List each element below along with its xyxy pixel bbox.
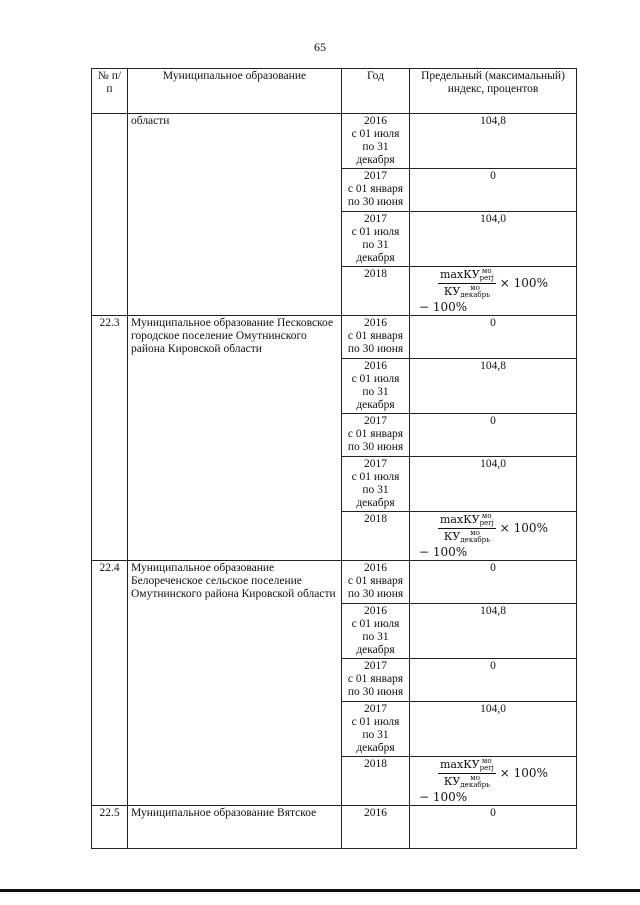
formula-expression (413, 758, 573, 789)
formula-den-sup: мо (470, 774, 480, 782)
index-value: 104,8 (410, 604, 577, 659)
formula-den-base: КУ (443, 530, 461, 543)
formula-num-sub: perj (479, 764, 494, 772)
year-value: 2018 (364, 513, 387, 525)
year-value: 2016 (364, 115, 387, 127)
year-cell (342, 359, 410, 414)
formula-den-indices (460, 775, 490, 789)
period-value: с 01 июля по 31 декабря (351, 226, 400, 264)
year-value: 2016 (364, 317, 387, 329)
year-cell (342, 114, 410, 169)
row-number: 22.5 (92, 806, 128, 849)
formula-den-indices (460, 530, 490, 544)
index-value: 104,0 (410, 702, 577, 757)
formula-num-indices (480, 758, 494, 772)
index-value: 0 (410, 414, 577, 457)
year-cell (342, 169, 410, 212)
formula-num-sub: perj (479, 519, 494, 527)
year-cell (342, 702, 410, 757)
index-value: 0 (410, 659, 577, 702)
period-value: с 01 января по 30 июня (347, 183, 404, 208)
year-value: 2017 (364, 415, 387, 427)
table-row (92, 316, 577, 359)
year-value: 2016 (364, 605, 387, 617)
formula-den-base: КУ (443, 775, 461, 788)
formula-times: × 100% (499, 276, 548, 290)
period-value: с 01 января по 30 июня (347, 428, 404, 453)
year-cell (342, 659, 410, 702)
footer-rule (0, 889, 640, 892)
index-value: 104,0 (410, 457, 577, 512)
formula-fraction (438, 268, 496, 299)
formula-num-sup: мо (481, 512, 492, 520)
formula-den-sub: декабрь (460, 291, 490, 299)
period-value: с 01 июля по 31 декабря (351, 128, 400, 166)
table-body (92, 114, 577, 849)
formula-denominator (442, 774, 492, 789)
year-value: 2017 (364, 458, 387, 470)
formula-num-sup: мо (481, 267, 492, 275)
municipality-name: Муниципальное образование Песковское городское поселение Омутнинского района Кировской области (128, 316, 342, 561)
municipality-name: области (128, 114, 342, 316)
year-cell (342, 512, 410, 561)
year-cell (342, 212, 410, 267)
formula-num-sup: мо (481, 757, 492, 765)
formula-expression (413, 268, 573, 299)
formula-denominator (442, 529, 492, 544)
index-value: 0 (410, 806, 577, 849)
year-value: 2017 (364, 170, 387, 182)
formula-denominator (442, 284, 492, 299)
page-number: 65 (314, 40, 326, 54)
year-cell (342, 457, 410, 512)
index-formula (410, 267, 577, 316)
period-value: с 01 июля по 31 декабря (351, 716, 400, 754)
formula-numerator (438, 758, 496, 774)
formula-den-sup: мо (470, 529, 480, 537)
formula-den-sub: декабрь (460, 536, 490, 544)
year-cell (342, 561, 410, 604)
year-cell (342, 757, 410, 806)
municipality-name: Муниципальное образование Белореченское сельское поселение Омутнинского района Кировской области (128, 561, 342, 806)
year-cell (342, 604, 410, 659)
table-header-row (92, 69, 577, 114)
formula-minus: − 100% (419, 790, 468, 804)
table-row (92, 561, 577, 604)
formula (413, 758, 573, 804)
row-number: 22.4 (92, 561, 128, 806)
year-value: 2017 (364, 660, 387, 672)
index-value: 104,8 (410, 114, 577, 169)
year-value: 2016 (364, 807, 387, 819)
index-value: 0 (410, 169, 577, 212)
year-cell (342, 414, 410, 457)
index-table (91, 68, 577, 849)
formula-fraction (438, 513, 496, 544)
header-num: № п/п (92, 69, 128, 114)
formula-times: × 100% (499, 521, 548, 535)
index-value: 0 (410, 561, 577, 604)
year-value: 2017 (364, 213, 387, 225)
year-value: 2016 (364, 562, 387, 574)
formula-numerator (438, 268, 496, 284)
index-value: 0 (410, 316, 577, 359)
year-cell (342, 806, 410, 849)
municipality-name: Муниципальное образование Вятское (128, 806, 342, 849)
formula-den-indices (460, 285, 490, 299)
formula-num-indices (480, 268, 494, 282)
formula-fraction (438, 758, 496, 789)
year-value: 2016 (364, 360, 387, 372)
formula-minus: − 100% (419, 545, 468, 559)
year-value: 2017 (364, 703, 387, 715)
formula-den-sub: декабрь (460, 781, 490, 789)
index-formula (410, 512, 577, 561)
header-index: Предельный (максимальный) индекс, процентов (410, 69, 577, 114)
period-value: с 01 января по 30 июня (347, 575, 404, 600)
row-number (92, 114, 128, 316)
index-value: 104,8 (410, 359, 577, 414)
formula-expression (413, 513, 573, 544)
table-row (92, 806, 577, 849)
formula-num-sub: perj (479, 274, 494, 282)
period-value: с 01 июля по 31 декабря (351, 471, 400, 509)
header-name: Муниципальное образование (128, 69, 342, 114)
year-value: 2018 (364, 758, 387, 770)
year-cell (342, 267, 410, 316)
year-cell (342, 316, 410, 359)
formula-num-base: maxКУ (440, 268, 480, 281)
period-value: с 01 января по 30 июня (347, 330, 404, 355)
year-value: 2018 (364, 268, 387, 280)
formula-numerator (438, 513, 496, 529)
formula-num-base: maxКУ (440, 758, 480, 771)
formula-minus: − 100% (419, 300, 468, 314)
formula-times: × 100% (499, 766, 548, 780)
index-value: 104,0 (410, 212, 577, 267)
formula (413, 268, 573, 314)
table-row (92, 114, 577, 169)
period-value: с 01 июля по 31 декабря (351, 373, 400, 411)
header-year: Год (342, 69, 410, 114)
period-value: с 01 января по 30 июня (347, 673, 404, 698)
formula-den-sup: мо (470, 284, 480, 292)
index-formula (410, 757, 577, 806)
row-number: 22.3 (92, 316, 128, 561)
formula-den-base: КУ (443, 285, 461, 298)
formula-num-indices (480, 513, 494, 527)
period-value: с 01 июля по 31 декабря (351, 618, 400, 656)
formula-num-base: maxКУ (440, 513, 480, 526)
formula (413, 513, 573, 559)
